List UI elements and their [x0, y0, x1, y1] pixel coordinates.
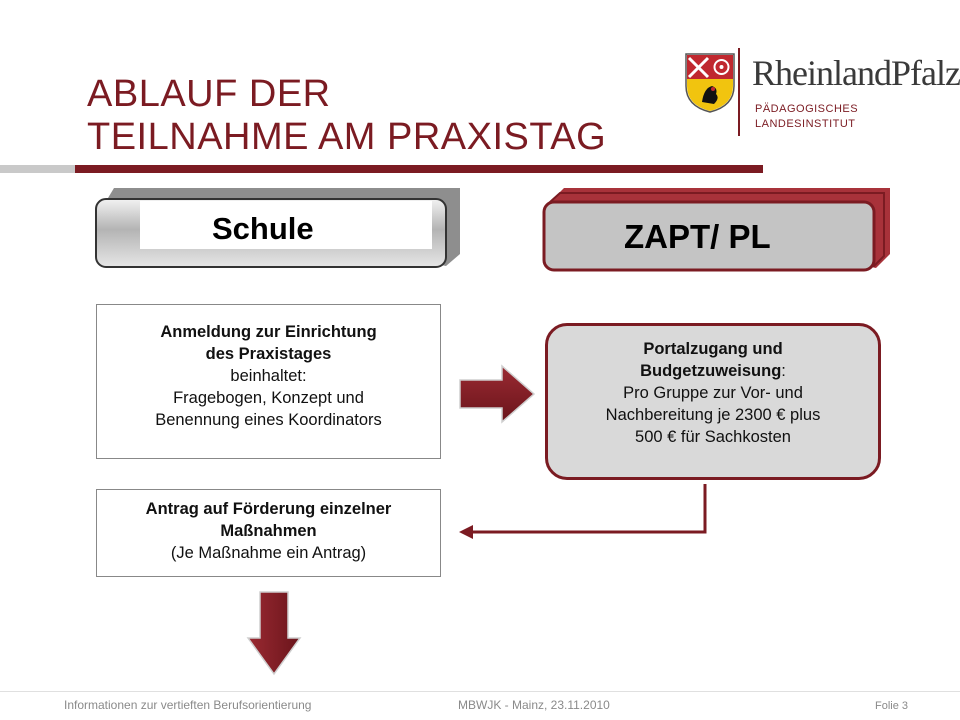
logo-wordmark: RheinlandPfalz — [752, 53, 960, 93]
anmeldung-heading-1: Anmeldung zur Einrichtung — [160, 323, 377, 341]
down-arrow-icon — [246, 590, 302, 676]
right-arrow-icon — [458, 364, 538, 424]
title-line-1: ABLAUF DER — [87, 73, 331, 115]
portal-heading-colon: : — [781, 362, 786, 380]
logo-subtitle-1: PÄDAGOGISCHES — [755, 103, 859, 115]
coat-of-arms-icon — [684, 52, 736, 114]
antrag-heading-1: Antrag auf Förderung einzelner — [145, 500, 392, 518]
portal-text-3: 500 € für Sachkosten — [635, 428, 791, 446]
portal-text-1: Pro Gruppe zur Vor- und — [623, 384, 803, 402]
portal-heading-1: Portalzugang und — [643, 340, 783, 358]
anmeldung-text-1: beinhaltet: — [230, 367, 307, 385]
logo-divider — [738, 48, 740, 136]
footer-divider — [0, 691, 960, 692]
title-rule-grey — [0, 165, 75, 173]
antrag-box — [96, 489, 441, 577]
anmeldung-heading-2: des Praxistages — [205, 345, 332, 363]
footer-left: Informationen zur vertieften Berufsorientierung — [64, 698, 312, 712]
anmeldung-text-2: Fragebogen, Konzept und — [173, 389, 364, 407]
portal-text-2: Nachbereitung je 2300 € plus — [605, 406, 821, 424]
antrag-heading-2: Maßnahmen — [220, 522, 317, 540]
portal-box — [545, 323, 881, 480]
slide-number: Folie 3 — [875, 700, 909, 712]
schule-label: Schule — [212, 211, 314, 246]
logo-subtitle-2: LANDESINSTITUT — [755, 118, 856, 130]
portal-heading-2: Budgetzuweisung — [640, 362, 782, 380]
title-rule-red — [75, 165, 763, 173]
title-line-2: TEILNAHME AM PRAXISTAG — [87, 116, 607, 158]
anmeldung-text-3: Benennung eines Koordinators — [155, 411, 382, 429]
zapt-label: ZAPT/ PL — [624, 218, 771, 255]
antrag-text-1: (Je Maßnahme ein Antrag) — [170, 544, 367, 562]
footer-center: MBWJK - Mainz, 23.11.2010 — [458, 698, 610, 712]
anmeldung-box — [96, 304, 441, 459]
connector-arrow — [455, 482, 715, 552]
